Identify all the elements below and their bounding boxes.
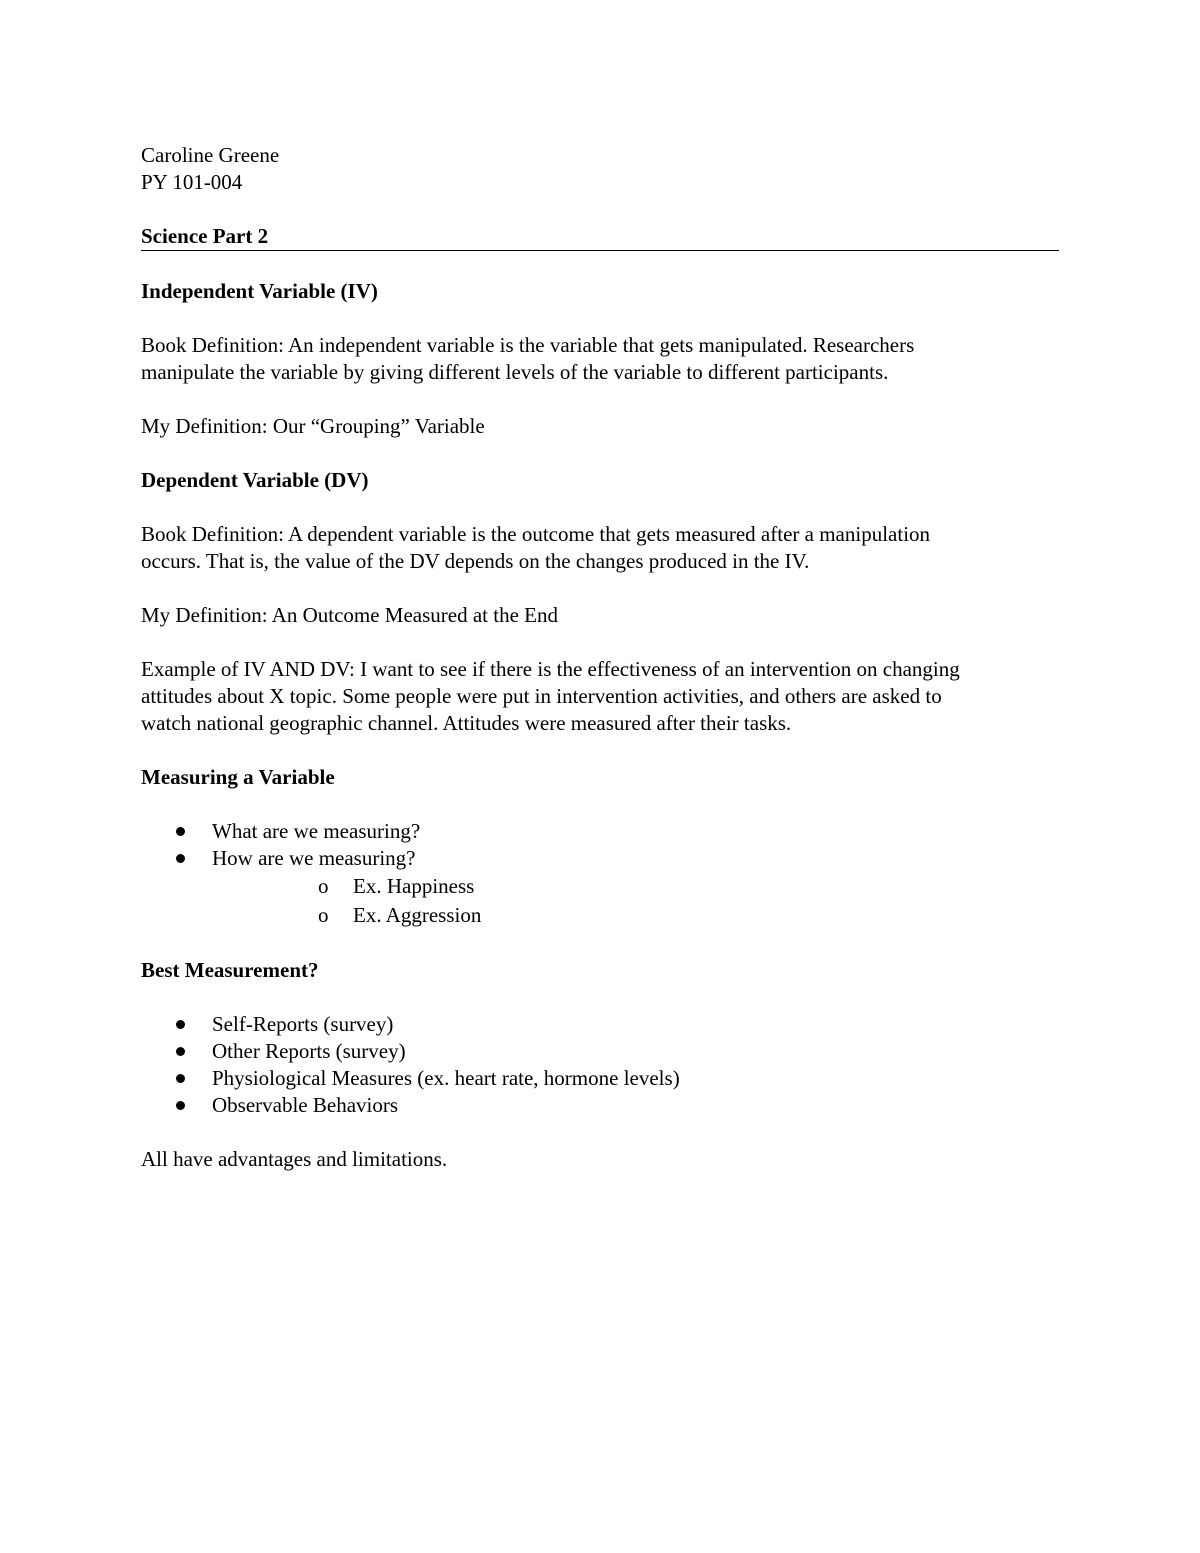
measuring-heading: Measuring a Variable bbox=[141, 765, 335, 789]
title-rule bbox=[141, 223, 1059, 251]
spacer bbox=[141, 575, 1059, 602]
hollow-bullet-icon: o bbox=[318, 903, 329, 927]
author-name: Caroline Greene bbox=[141, 143, 280, 167]
list-item bbox=[141, 1092, 1059, 1119]
bullet-icon bbox=[176, 854, 185, 863]
list-item bbox=[141, 1038, 1059, 1065]
list-item-text: How are we measuring? bbox=[212, 846, 416, 870]
spacer bbox=[141, 440, 1059, 467]
document-page bbox=[141, 142, 1059, 1173]
list-item bbox=[141, 818, 1059, 845]
best-heading: Best Measurement? bbox=[141, 958, 319, 982]
iv-book-definition-line1: Book Definition: An independent variable is the variable that gets manipulated. Researchers bbox=[141, 333, 915, 357]
list-item-text: Physiological Measures (ex. heart rate, hormone levels) bbox=[212, 1066, 680, 1090]
spacer bbox=[141, 251, 1059, 278]
spacer bbox=[141, 930, 1059, 957]
list-item-text: What are we measuring? bbox=[212, 819, 421, 843]
sub-list-item-text: Ex. Aggression bbox=[353, 903, 482, 927]
sub-list-item-text: Ex. Happiness bbox=[353, 874, 475, 898]
measuring-sub-list bbox=[212, 872, 1059, 930]
list-item-text: Self-Reports (survey) bbox=[212, 1012, 394, 1036]
bullet-icon bbox=[176, 1047, 185, 1056]
iv-heading: Independent Variable (IV) bbox=[141, 279, 378, 303]
spacer bbox=[141, 305, 1059, 332]
example-line2: attitudes about X topic. Some people were put in intervention activities, and others are asked to bbox=[141, 684, 942, 708]
sub-list-item bbox=[212, 872, 1059, 901]
bullet-icon bbox=[176, 1101, 185, 1110]
spacer bbox=[141, 737, 1059, 764]
list-item bbox=[141, 845, 1059, 930]
example-line3: watch national geographic channel. Attitudes were measured after their tasks. bbox=[141, 711, 792, 735]
iv-my-definition: My Definition: Our “Grouping” Variable bbox=[141, 414, 485, 438]
iv-book-definition-line2: manipulate the variable by giving different levels of the variable to different participants. bbox=[141, 360, 889, 384]
bullet-icon bbox=[176, 1074, 185, 1083]
dv-heading: Dependent Variable (DV) bbox=[141, 468, 369, 492]
best-list bbox=[141, 1011, 1059, 1119]
spacer bbox=[141, 791, 1059, 818]
example-line1: Example of IV AND DV: I want to see if there is the effectiveness of an intervention on changing bbox=[141, 657, 960, 681]
sub-list-item bbox=[212, 901, 1059, 930]
spacer bbox=[141, 984, 1059, 1011]
spacer bbox=[141, 494, 1059, 521]
course-code: PY 101-004 bbox=[141, 170, 243, 194]
spacer bbox=[141, 1119, 1059, 1146]
document-title: Science Part 2 bbox=[141, 224, 269, 248]
hollow-bullet-icon: o bbox=[318, 874, 329, 898]
spacer bbox=[141, 196, 1059, 223]
dv-my-definition: My Definition: An Outcome Measured at the End bbox=[141, 603, 558, 627]
list-item bbox=[141, 1065, 1059, 1092]
list-item-text: Other Reports (survey) bbox=[212, 1039, 406, 1063]
dv-book-definition-line2: occurs. That is, the value of the DV depends on the changes produced in the IV. bbox=[141, 549, 810, 573]
spacer bbox=[141, 629, 1059, 656]
spacer bbox=[141, 386, 1059, 413]
list-item-text: Observable Behaviors bbox=[212, 1093, 399, 1117]
list-item bbox=[141, 1011, 1059, 1038]
bullet-icon bbox=[176, 827, 185, 836]
dv-book-definition-line1: Book Definition: A dependent variable is the outcome that gets measured after a manipulation bbox=[141, 522, 931, 546]
closing-text: All have advantages and limitations. bbox=[141, 1147, 448, 1171]
bullet-icon bbox=[176, 1020, 185, 1029]
measuring-list bbox=[141, 818, 1059, 930]
